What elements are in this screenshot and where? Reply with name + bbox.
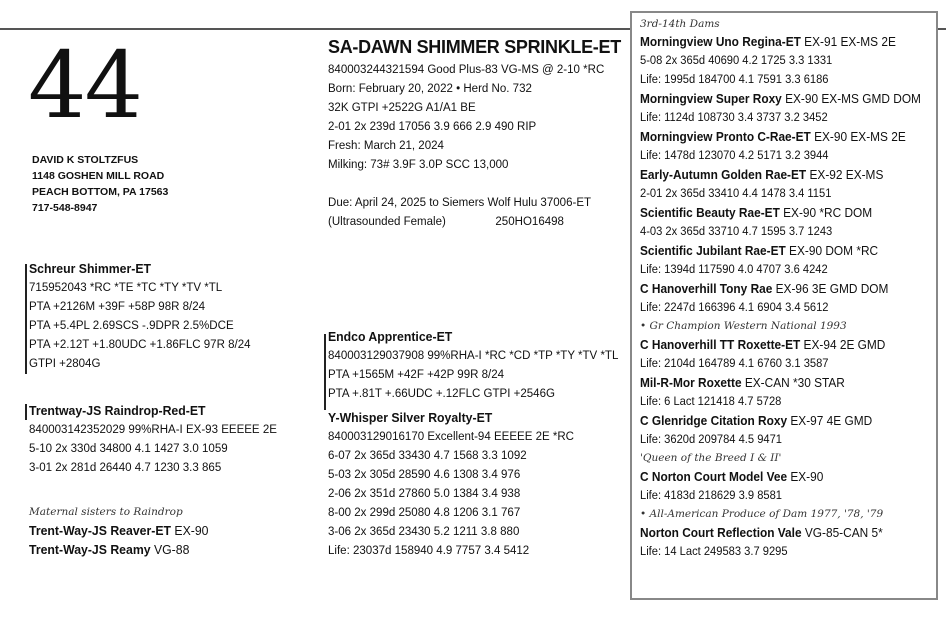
sire-name: Schreur Shimmer-ET — [29, 261, 152, 276]
animal-name: SA-DAWN SHIMMER SPRINKLE-ET — [328, 37, 621, 57]
animal-record: 2-01 2x 239d 17056 3.9 666 2.9 490 RIP — [328, 119, 537, 133]
dam-ancestor-note: 'Queen of the Breed I & II' — [640, 452, 782, 464]
dam-ancestor-record: Life: 2104d 164789 4.1 6760 3.1 3587 — [640, 356, 829, 370]
dam-ancestor-name: Scientific Jubilant Rae-ET EX-90 DOM *RC — [640, 243, 879, 258]
sire-bracket — [25, 264, 27, 374]
dam-ancestor-record: 5-08 2x 365d 40690 4.2 1725 3.3 1331 — [640, 53, 833, 67]
dam-line: 840003142352029 99%RHA-I EX-93 EEEEE 2E — [29, 422, 277, 436]
dam-ancestor-record: Life: 1995d 184700 4.1 7591 3.3 6186 — [640, 72, 829, 86]
granddam-block — [328, 408, 628, 560]
dam-ancestor-record: 4-03 2x 365d 33710 4.7 1595 3.7 1243 — [640, 224, 833, 238]
maternal-sisters-block — [29, 503, 319, 559]
dam-line: 3-01 2x 281d 26440 4.7 1230 3.3 865 — [29, 460, 222, 474]
maternal-sister: Trent-Way-JS Reaver-ET EX-90 — [29, 523, 209, 538]
animal-fresh: Fresh: March 21, 2024 — [328, 138, 444, 152]
top-divider — [0, 28, 630, 30]
dam-ancestor-record: Life: 2247d 166396 4.1 6904 3.4 5612 — [640, 300, 829, 314]
dam-name: Trentway-JS Raindrop-Red-ET — [29, 403, 206, 418]
dam-ancestor-record: Life: 14 Lact 249583 3.7 9295 — [640, 544, 788, 558]
dam-ancestor-record: Life: 3620d 209784 4.5 9471 — [640, 432, 783, 446]
owner-address-line1: 1148 GOSHEN MILL ROAD — [32, 170, 165, 182]
animal-id-line: 840003244321594 Good Plus-83 VG-MS @ 2-10 *RC — [328, 62, 605, 76]
animal-due: Due: April 24, 2025 to Siemers Wolf Hulu 37006-ET — [328, 195, 592, 209]
dam-ancestor-record: Life: 6 Lact 121418 4.7 5728 — [640, 394, 782, 408]
owner-block — [32, 152, 168, 216]
animal-ultrasound-line — [328, 212, 607, 231]
sire-line: GTPI +2804G — [29, 356, 101, 370]
owner-address-line2: PEACH BOTTOM, PA 17563 — [32, 186, 169, 198]
dam-ancestor-record: Life: 1394d 117590 4.0 4707 3.6 4242 — [640, 262, 828, 276]
dam-ancestor-record: 2-01 2x 365d 33410 4.4 1478 3.4 1151 — [640, 186, 832, 200]
dam-block — [29, 401, 319, 477]
animal-ultrasound: (Ultrasounded Female) — [328, 214, 446, 228]
granddam-name: Y-Whisper Silver Royalty-ET — [328, 410, 493, 425]
mgs-block — [328, 327, 628, 403]
granddam-line: 2-06 2x 351d 27860 5.0 1384 3.4 938 — [328, 486, 521, 500]
sire-line: PTA +5.4PL 2.69SCS -.9DPR 2.5%DCE — [29, 318, 234, 332]
mgs-line: 840003129037908 99%RHA-I *RC *CD *TP *TY *TV *TL — [328, 348, 619, 362]
dam-line: 5-10 2x 330d 34800 4.1 1427 3.0 1059 — [29, 441, 228, 455]
dam-ancestor-name: Morningview Super Roxy EX-90 EX-MS GMD DOM — [640, 91, 921, 106]
granddam-line: 8-00 2x 299d 25080 4.8 1206 3.1 767 — [328, 505, 521, 519]
dam-ancestor-name: C Hanoverhill Tony Rae EX-96 3E GMD DOM — [640, 281, 889, 296]
maternal-sisters-heading: Maternal sisters to Raindrop — [29, 506, 183, 518]
animal-service-reg: 250HO16498 — [495, 214, 564, 228]
dam-ancestor-name: Morningview Uno Regina-ET EX-91 EX-MS 2E — [640, 34, 896, 49]
dam-ancestor-name: Norton Court Reflection Vale VG-85-CAN 5* — [640, 525, 883, 540]
mgs-line: PTA +.81T +.66UDC +.12FLC GTPI +2546G — [328, 386, 555, 400]
sire-line: PTA +2126M +39F +58P 98R 8/24 — [29, 299, 206, 313]
mgs-name: Endco Apprentice-ET — [328, 329, 453, 344]
granddam-line: 3-06 2x 365d 23430 5.2 1211 3.8 880 — [328, 524, 520, 538]
dam-ancestor-name: C Glenridge Citation Roxy EX-97 4E GMD — [640, 413, 873, 428]
animal-milking: Milking: 73# 3.9F 3.0P SCC 13,000 — [328, 157, 509, 171]
sire-line: 715952043 *RC *TE *TC *TY *TV *TL — [29, 280, 223, 294]
dam-ancestor-name: Morningview Pronto C-Rae-ET EX-90 EX-MS 2E — [640, 129, 906, 144]
dam-ancestor-name: C Norton Court Model Vee EX-90 — [640, 469, 824, 484]
dam-ancestor-record: Life: 1478d 123070 4.2 5171 3.2 3944 — [640, 148, 829, 162]
maternal-sister: Trent-Way-JS Reamy VG-88 — [29, 542, 190, 557]
dam-ancestor-name: C Hanoverhill TT Roxette-ET EX-94 2E GMD — [640, 337, 886, 352]
animal-genomics: 32K GTPI +2522G A1/A1 BE — [328, 100, 476, 114]
dam-ancestor-note: • All-American Produce of Dam 1977, '78, '79 — [640, 508, 884, 520]
dam-ancestor-record: Life: 4183d 218629 3.9 8581 — [640, 488, 783, 502]
mgs-bracket — [324, 334, 326, 410]
animal-block — [328, 37, 628, 231]
dam-ancestor-name: Scientific Beauty Rae-ET EX-90 *RC DOM — [640, 205, 873, 220]
granddam-line: 5-03 2x 305d 28590 4.6 1308 3.4 976 — [328, 467, 521, 481]
dam-bracket — [25, 404, 27, 420]
dams-heading: 3rd-14th Dams — [640, 18, 720, 30]
granddam-line: 840003129016170 Excellent-94 EEEEE 2E *RC — [328, 429, 575, 443]
sire-block — [29, 259, 319, 373]
owner-name: DAVID K STOLTZFUS — [32, 154, 139, 166]
dam-ancestor-record: Life: 1124d 108730 3.4 3737 3.2 3452 — [640, 110, 828, 124]
mgs-line: PTA +1565M +42F +42P 99R 8/24 — [328, 367, 505, 381]
granddam-line: 6-07 2x 365d 33430 4.7 1568 3.3 1092 — [328, 448, 527, 462]
dam-ancestor-name: Early-Autumn Golden Rae-ET EX-92 EX-MS — [640, 167, 884, 182]
dams-box — [630, 11, 938, 600]
owner-phone: 717-548-8947 — [32, 202, 98, 214]
animal-born: Born: February 20, 2022 • Herd No. 732 — [328, 81, 532, 95]
sire-line: PTA +2.12T +1.80UDC +1.86FLC 97R 8/24 — [29, 337, 251, 351]
granddam-life: Life: 23037d 158940 4.9 7757 3.4 5412 — [328, 543, 530, 557]
lot-number: 44 — [28, 32, 142, 139]
dam-ancestor-name: Mil-R-Mor Roxette EX-CAN *30 STAR — [640, 375, 845, 390]
dam-ancestor-note: • Gr Champion Western National 1993 — [640, 320, 847, 332]
dams-list — [640, 16, 932, 561]
